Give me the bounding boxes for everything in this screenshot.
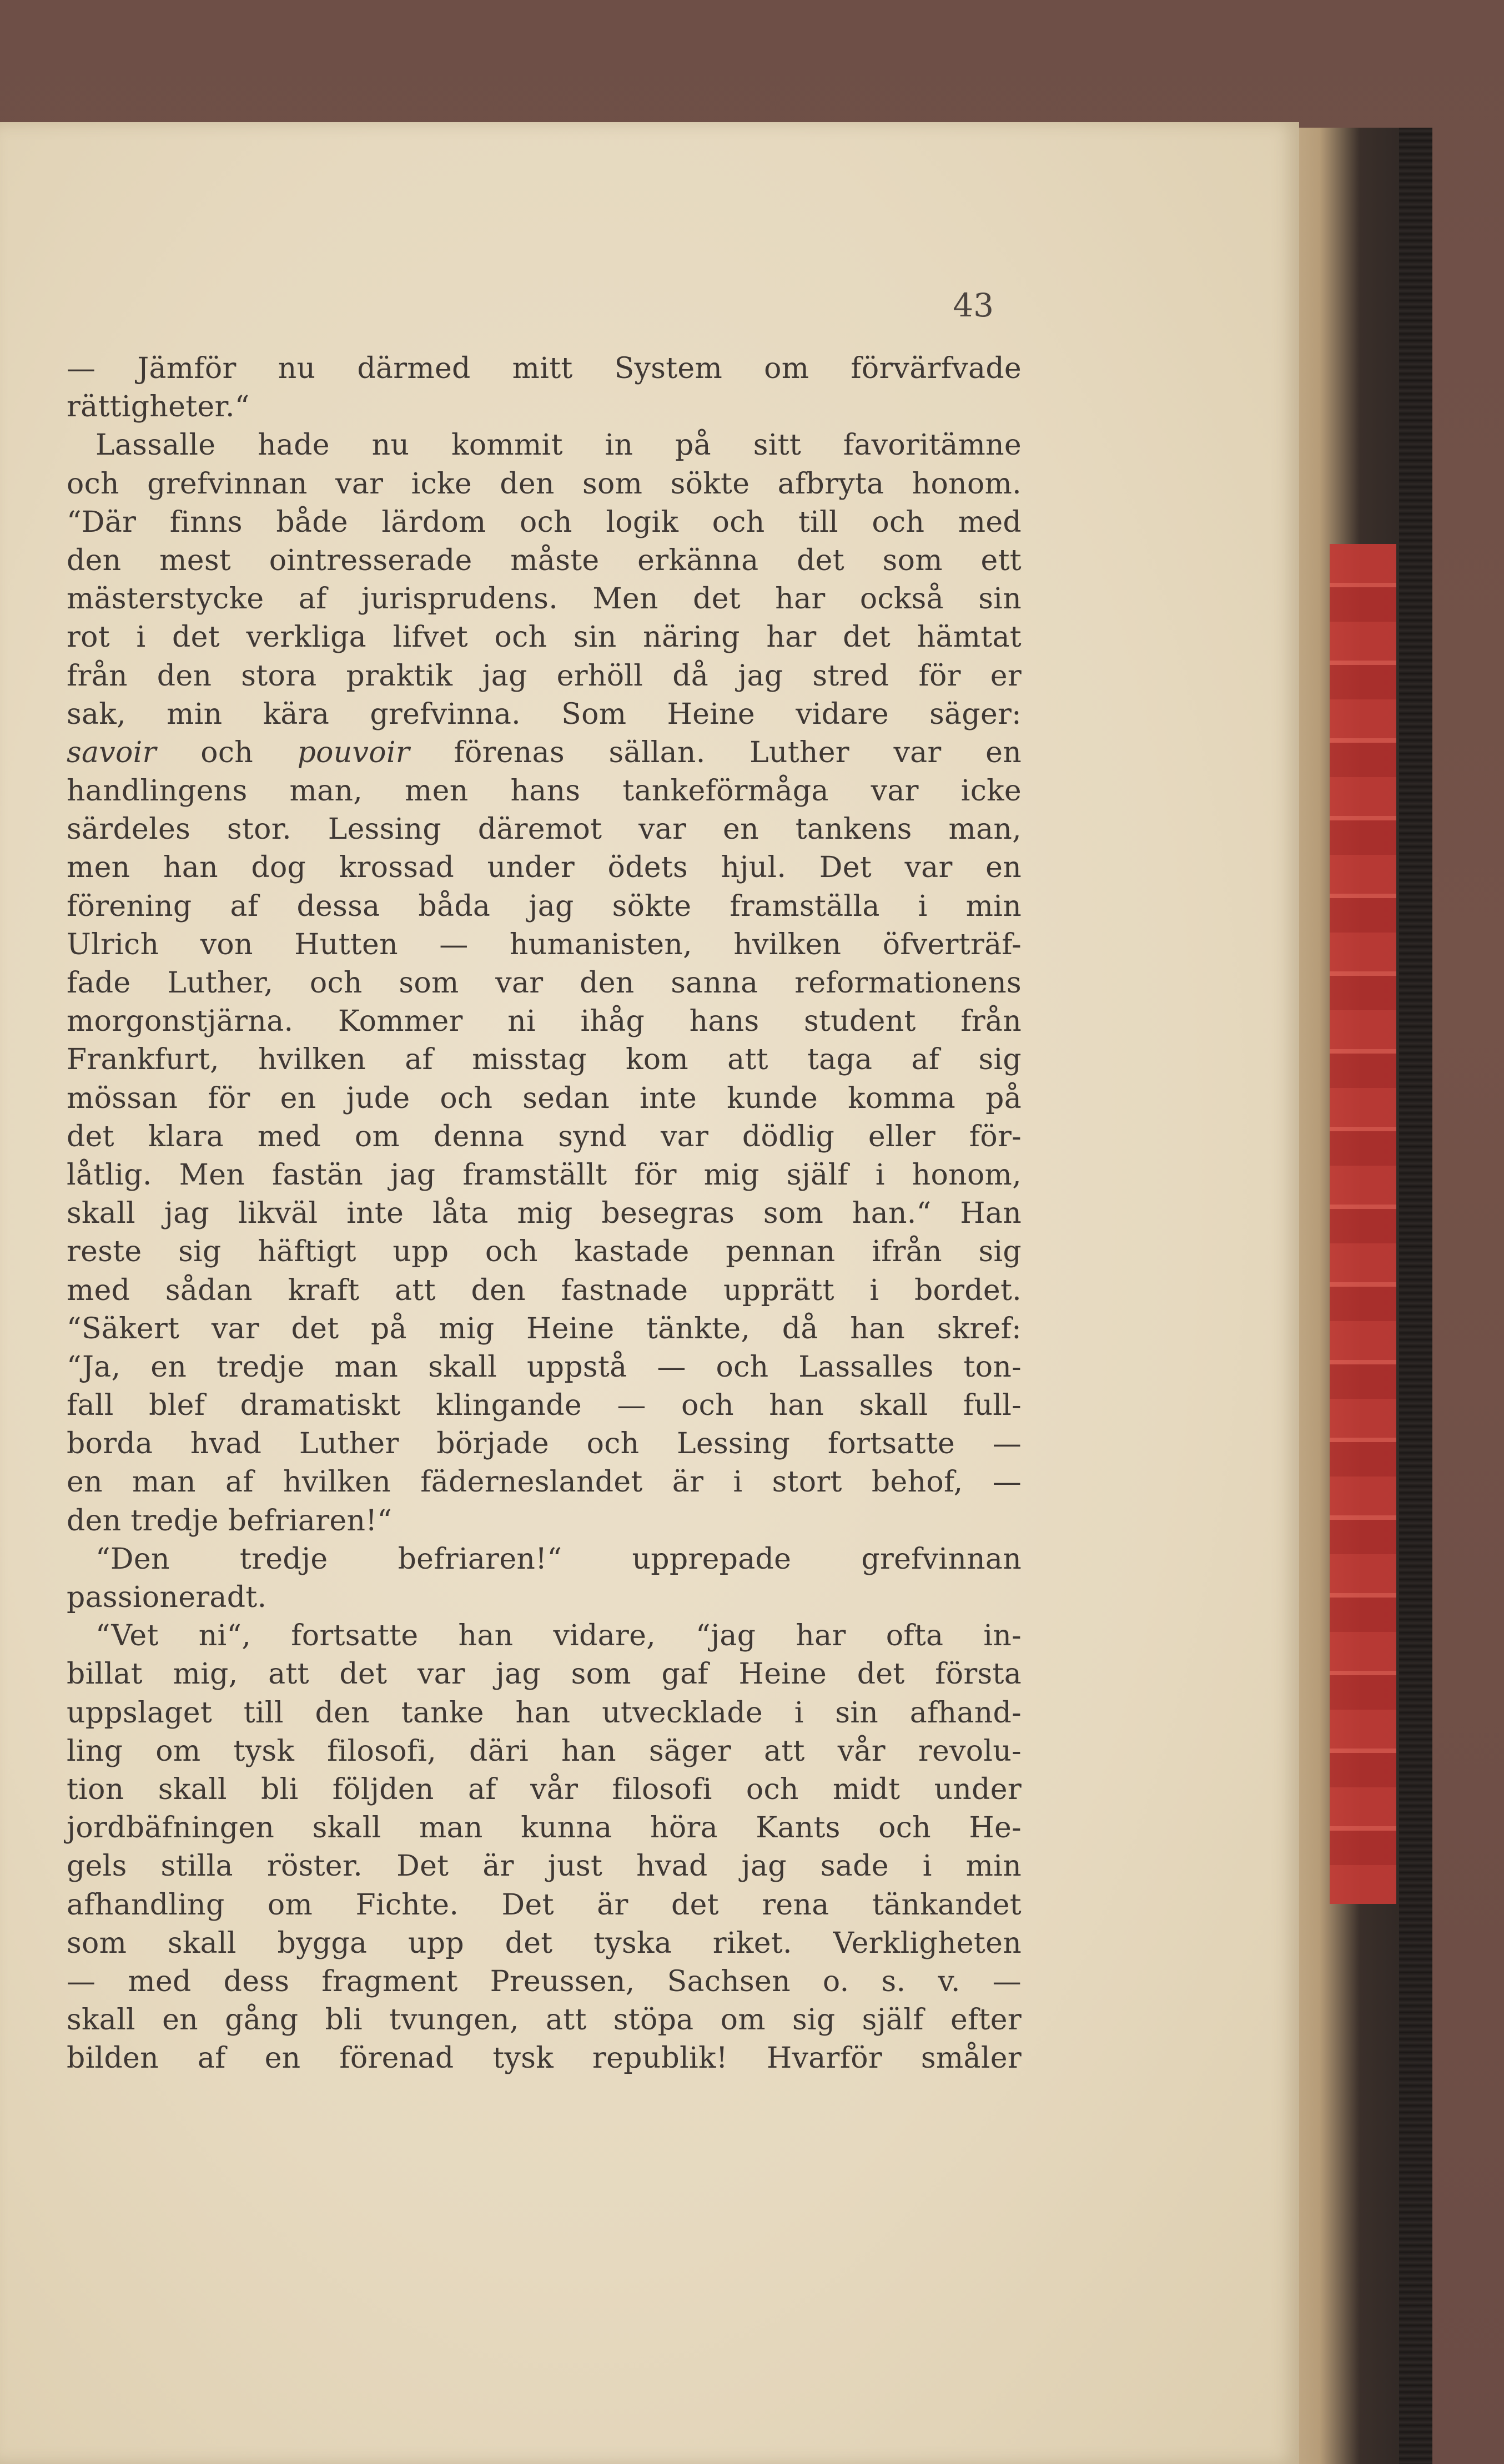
text-line: den mest ointresserade måste erkänna det som ett — [67, 543, 1022, 577]
text-line: Lassalle hade nu kommit in på sitt favoritämne — [95, 429, 1022, 462]
text-line: Ulrich von Hutten — humanisten, hvilken öfverträf- — [67, 928, 1022, 961]
text-line: det klara med om denna synd var dödlig eller för- — [67, 1120, 1022, 1153]
text-line: rot i det verkliga lifvet och sin näring har det hämtat — [67, 621, 1022, 654]
text-line: fall blef dramatiskt klingande — och han skall full- — [67, 1389, 1022, 1423]
text-line: billat mig, att det var jag som gaf Heine det första — [67, 1657, 1022, 1691]
text-line: morgonstjärna. Kommer ni ihåg hans student från — [67, 1005, 1022, 1039]
italic-word: pouvoir — [297, 735, 410, 769]
text-line: “Vet ni“, fortsatte han vidare, “jag har ofta in- — [95, 1619, 1022, 1653]
text-fragment: förenas sällan. Luther var en — [409, 735, 1022, 769]
text-line: men han dog krossad under ödets hjul. Det var en — [67, 851, 1022, 885]
text-line: gels stilla röster. Det är just hvad jag sade i min — [67, 1850, 1022, 1883]
text-line: en man af hvilken fäderneslandet är i stort behof, — — [67, 1465, 1022, 1499]
text-line: med sådan kraft att den fastnade upprätt i bordet. — [67, 1273, 1022, 1307]
text-line: handlingens man, men hans tankeförmåga var icke — [67, 774, 1022, 808]
text-line: rättigheter.“ — [67, 390, 250, 424]
text-line: “Den tredje befriaren!“ upprepade grefvinnan — [95, 1542, 1022, 1576]
text-line: den tredje befriaren!“ — [67, 1504, 393, 1538]
text-line: jordbäfningen skall man kunna höra Kants och He- — [67, 1811, 1022, 1845]
book-page — [0, 122, 1299, 2464]
text-line: sak, min kära grefvinna. Som Heine vidare säger: — [67, 697, 1022, 731]
text-line: Frankfurt, hvilken af misstag kom att taga af sig — [67, 1043, 1022, 1077]
page-number: 43 — [953, 286, 994, 324]
text-line: tion skall bli följden af vår filosofi och midt under — [67, 1772, 1022, 1806]
text-line: ling om tysk filosofi, däri han säger att vår revolu- — [67, 1734, 1022, 1768]
text-line: afhandling om Fichte. Det är det rena tänkandet — [67, 1888, 1022, 1922]
text-line: från den stora praktik jag erhöll då jag stred för er — [67, 659, 1022, 693]
text-line: “Där finns både lärdom och logik och till och med — [67, 505, 1022, 539]
book-binding-dark-cloth — [1399, 128, 1432, 2464]
text-line: uppslaget till den tanke han utvecklade i sin afhand- — [67, 1696, 1022, 1730]
text-line: särdeles stor. Lessing däremot var en tankens man, — [67, 813, 1022, 846]
text-line: fade Luther, och som var den sanna reformationens — [67, 966, 1022, 1000]
text-line: “Ja, en tredje man skall uppstå — och Lassalles ton- — [67, 1350, 1022, 1384]
text-line: mästerstycke af jurisprudens. Men det har också sin — [67, 582, 1022, 616]
text-line: bilden af en förenad tysk republik! Hvarför småler — [67, 2042, 1022, 2075]
text-line: och grefvinnan var icke den som sökte afbryta honom. — [67, 467, 1022, 501]
text-line: skall en gång bli tvungen, att stöpa om sig själf efter — [67, 2003, 1022, 2037]
text-line: passioneradt. — [67, 1581, 267, 1614]
text-line: förening af dessa båda jag sökte framställa i min — [67, 889, 1022, 923]
italic-word: savoir — [67, 735, 157, 769]
text-line: — Jämför nu därmed mitt System om förvärfvade — [67, 352, 1022, 385]
text-line: som skall bygga upp det tyska riket. Verkligheten — [67, 1926, 1022, 1960]
text-line: reste sig häftigt upp och kastade pennan ifrån sig — [67, 1235, 1022, 1269]
text-line: låtlig. Men fastän jag framställt för mig själf i honom, — [67, 1158, 1022, 1192]
text-line: skall jag likväl inte låta mig besegras som han.“ Han — [67, 1197, 1022, 1231]
text-fragment: och — [156, 735, 298, 769]
text-line: borda hvad Luther började och Lessing fortsatte — — [67, 1427, 1022, 1461]
text-line — [67, 734, 1022, 772]
book-binding-red-cloth — [1330, 544, 1396, 1904]
text-line: — med dess fragment Preussen, Sachsen o. s. v. — — [67, 1964, 1022, 1998]
text-line: “Säkert var det på mig Heine tänkte, då han skref: — [67, 1312, 1022, 1346]
text-line: mössan för en jude och sedan inte kunde komma på — [67, 1081, 1022, 1115]
body-text — [67, 350, 1022, 2078]
